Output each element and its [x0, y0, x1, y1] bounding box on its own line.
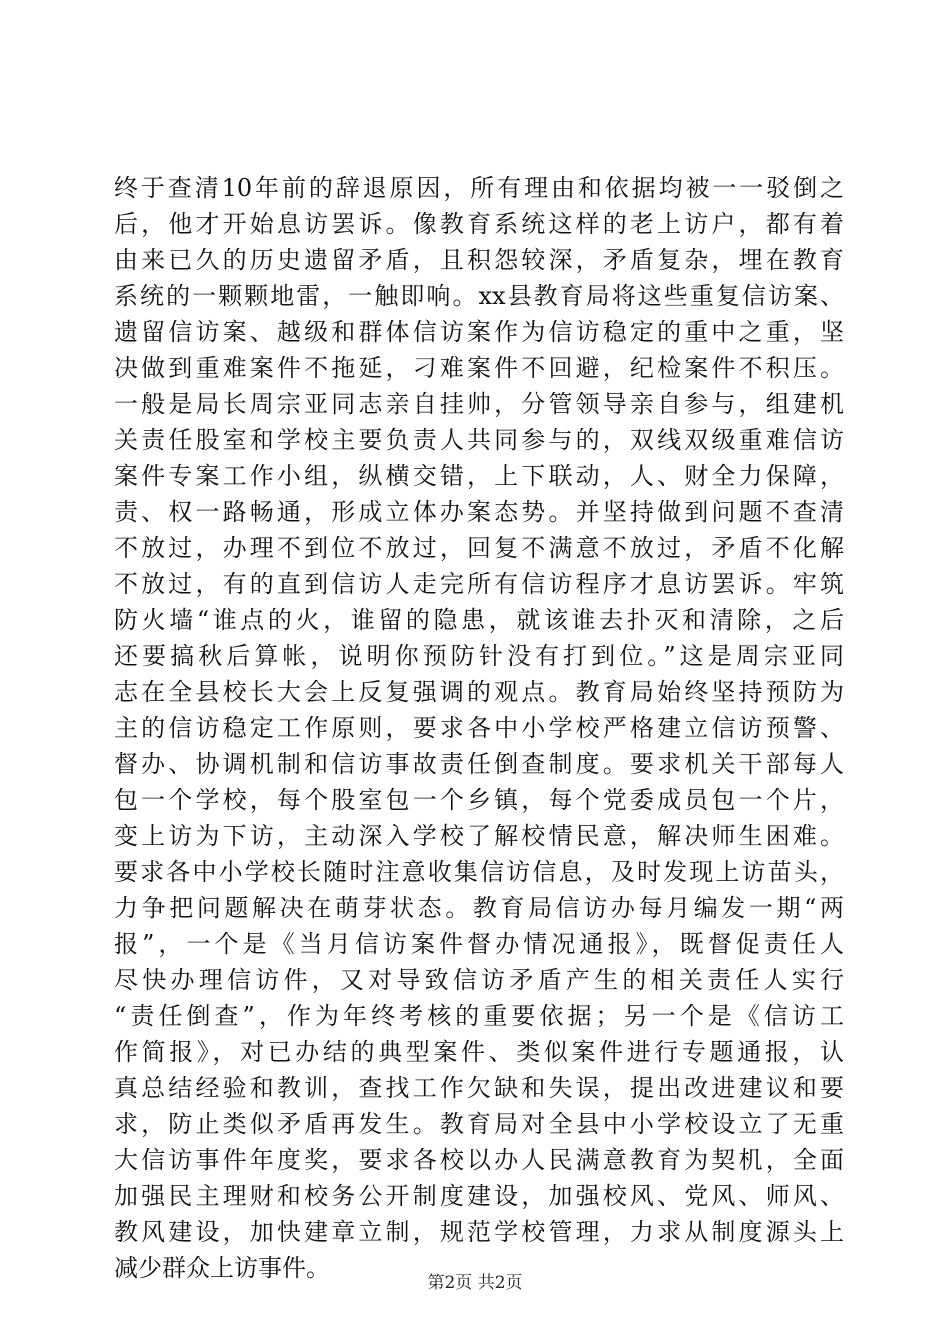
text-line: 责、权一路畅通，形成立体办案态势。并坚持做到问题不查清	[114, 498, 844, 526]
text-line: 后，他才开始息访罢诉。像教育系统这样的老上访户，都有着	[114, 210, 844, 238]
text-line: 决做到重难案件不拖延，刁难案件不回避，纪检案件不积压。	[114, 354, 844, 382]
text-line: 主的信访稳定工作原则，要求各中小学校严格建立信访预警、	[114, 714, 844, 742]
text-line: 遗留信访案、越级和群体信访案作为信访稳定的重中之重，坚	[114, 318, 844, 346]
text-line: 教风建设，加快建章立制，规范学校管理，力求从制度源头上	[114, 1218, 844, 1246]
text-line: 系统的一颗颗地雷，一触即响。xx县教育局将这些重复信访案、	[114, 282, 844, 310]
text-line: 一般是局长周宗亚同志亲自挂帅，分管领导亲自参与，组建机	[114, 390, 844, 418]
text-line: 要求各中小学校长随时注意收集信访信息，及时发现上访苗头，	[114, 858, 844, 886]
text-line: 求，防止类似矛盾再发生。教育局对全县中小学校设立了无重	[114, 1110, 844, 1138]
text-line: 大信访事件年度奖，要求各校以办人民满意教育为契机，全面	[114, 1146, 844, 1174]
text-line: 不放过，有的直到信访人走完所有信访程序才息访罢诉。牢筑	[114, 570, 844, 598]
text-line: 由来已久的历史遗留矛盾，且积怨较深，矛盾复杂，埋在教育	[114, 246, 844, 274]
text-line: 案件专案工作小组，纵横交错，上下联动，人、财全力保障，	[114, 462, 844, 490]
text-line: 加强民主理财和校务公开制度建设，加强校风、党风、师风、	[114, 1182, 844, 1210]
text-line: “责任倒查”，作为年终考核的重要依据；另一个是《信访工	[114, 1002, 844, 1030]
text-line: 尽快办理信访件，又对导致信访矛盾产生的相关责任人实行	[114, 966, 844, 994]
text-line: 志在全县校长大会上反复强调的观点。教育局始终坚持预防为	[114, 678, 844, 706]
text-line: 终于查清10年前的辞退原因，所有理由和依据均被一一驳倒之	[114, 174, 844, 202]
text-line: 报”，一个是《当月信访案件督办情况通报》，既督促责任人	[114, 930, 844, 958]
text-line: 关责任股室和学校主要负责人共同参与的，双线双级重难信访	[114, 426, 844, 454]
text-line: 变上访为下访，主动深入学校了解校情民意，解决师生困难。	[114, 822, 844, 850]
text-line: 作简报》，对已办结的典型案件、类似案件进行专题通报，认	[114, 1038, 844, 1066]
text-line: 督办、协调机制和信访事故责任倒查制度。要求机关干部每人	[114, 750, 844, 778]
text-line: 不放过，办理不到位不放过，回复不满意不放过，矛盾不化解	[114, 534, 844, 562]
page-number-footer: 第2页 共2页	[427, 1273, 523, 1293]
text-line: 包一个学校，每个股室包一个乡镇，每个党委成员包一个片，	[114, 786, 844, 814]
text-line: 防火墙“谁点的火，谁留的隐患，就该谁去扑灭和清除，之后	[114, 606, 844, 634]
text-line: 真总结经验和教训，查找工作欠缺和失误，提出改进建议和要	[114, 1074, 844, 1102]
body-paragraph	[114, 170, 844, 1286]
text-line: 还要搞秋后算帐，说明你预防针没有打到位。”这是周宗亚同	[114, 642, 844, 670]
text-line: 减少群众上访事件。	[114, 1254, 330, 1282]
text-line: 力争把问题解决在萌芽状态。教育局信访办每月编发一期“两	[114, 894, 844, 922]
